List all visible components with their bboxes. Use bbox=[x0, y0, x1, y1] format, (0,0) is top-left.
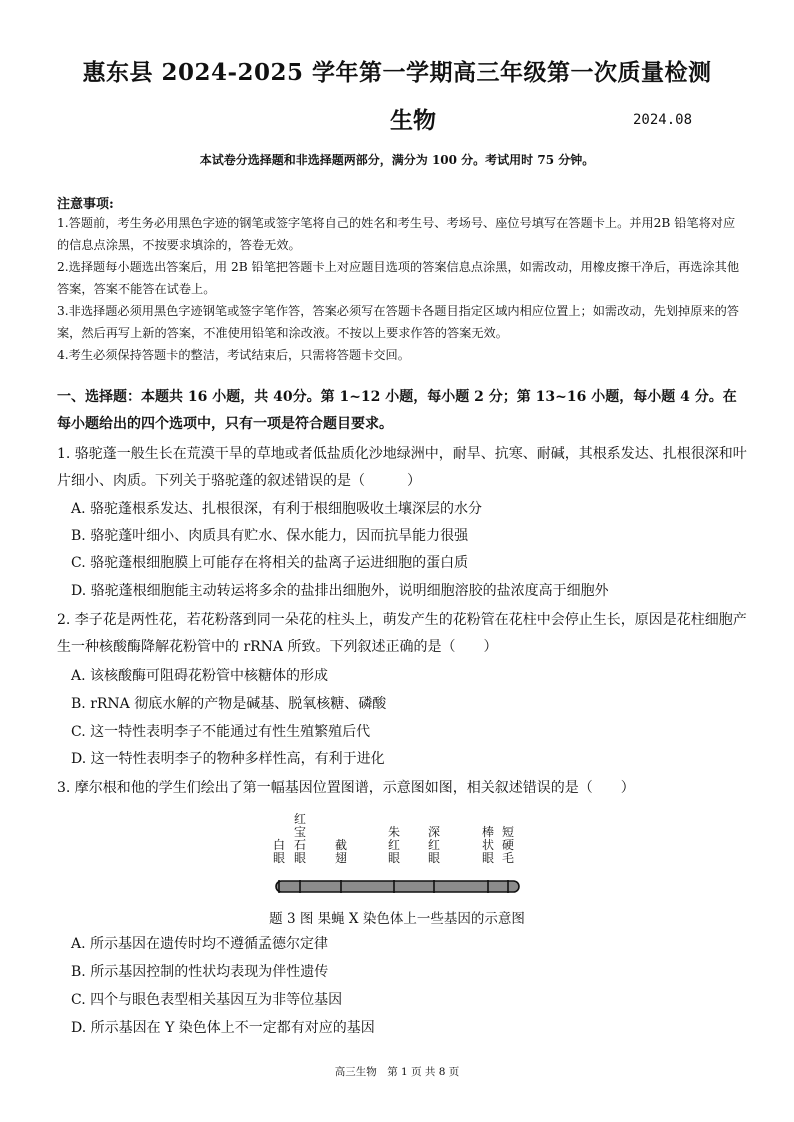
note-item: 1.答题前，考生务必用黑色字迹的钢笔或签字笔将自己的姓名和考生号、考场号、座位号填写在答题卡上。并用2B 铅笔将对应的信息点涂黑，不按要求填涂的，答卷无效。 bbox=[57, 216, 736, 252]
gene-label-char: 红 bbox=[387, 838, 400, 852]
gene-label-vermilion-eye bbox=[387, 818, 401, 865]
question-3-option-c: C. 四个与眼色表型相关基因互为非等位基因 bbox=[71, 992, 343, 1008]
question-2-option-b: B. rRNA 彻底水解的产物是碱基、脱氧核糖、磷酸 bbox=[71, 696, 387, 712]
gene-label-char: 眼 bbox=[272, 851, 285, 865]
question-2-option-c: C. 这一特性表明李子不能通过有性生殖繁殖后代 bbox=[71, 724, 371, 740]
gene-label-char: 毛 bbox=[501, 851, 514, 865]
gene-label-char: 眼 bbox=[481, 851, 494, 865]
exam-subject: 生物 bbox=[390, 107, 436, 134]
question-1-option-a: A. 骆驼蓬根系发达、扎根很深，有利于根细胞吸收土壤深层的水分 bbox=[71, 501, 483, 517]
gene-label-char: 棒 bbox=[481, 825, 494, 839]
gene-label-char: 朱 bbox=[387, 825, 400, 839]
gene-label-char: 截 bbox=[334, 838, 347, 852]
gene-label-short-bristle bbox=[501, 818, 515, 865]
question-3-option-d: D. 所示基因在 Y 染色体上不一定都有对应的基因 bbox=[71, 1020, 375, 1036]
x-chromosome-diagram bbox=[275, 880, 520, 893]
question-1-option-b: B. 骆驼蓬叶细小、肉质具有贮水、保水能力，因而抗旱能力很强 bbox=[71, 528, 469, 544]
gene-label-char: 眼 bbox=[427, 851, 440, 865]
gene-label-char: 石 bbox=[293, 838, 306, 852]
page-footer: 高三生物 第 1 页 共 8 页 bbox=[334, 1066, 460, 1078]
gene-label-char: 深 bbox=[427, 825, 440, 839]
notes-title: 注意事项: bbox=[57, 197, 114, 212]
note-item: 2.选择题每小题选出答案后，用 2B 铅笔把答题卡上对应题目选项的答案信息点涂黑，如需改动，用橡皮擦干净后，再选涂其他答案，答案不能答在试卷上。 bbox=[57, 260, 740, 296]
question-3-option-a: A. 所示基因在遗传时均不遵循孟德尔定律 bbox=[71, 936, 329, 952]
gene-label-char: 白 bbox=[272, 838, 285, 852]
question-1-option-c: C. 骆驼蓬根细胞膜上可能存在将相关的盐离子运进细胞的蛋白质 bbox=[71, 555, 469, 571]
gene-label-garnet-eye bbox=[427, 818, 441, 865]
section-heading: 一、选择题：本题共 16 小题，共 40分。第 1~12 小题，每小题 2 分；第 13~16 小题，每小题 4 分。在每小题给出的四个选项中，只有一项是符合题目要求。 bbox=[57, 389, 737, 432]
gene-label-char: 硬 bbox=[501, 838, 514, 852]
note-item: 4.考生必须保持答题卡的整洁，考试结束后，只需将答题卡交回。 bbox=[57, 348, 410, 362]
question-3-stem: 3. 摩尔根和他的学生们绘出了第一幅基因位置图谱，示意图如图，相关叙述错误的是（ ） bbox=[57, 780, 635, 796]
question-1-option-d: D. 骆驼蓬根细胞能主动转运将多余的盐排出细胞外，说明细胞溶胶的盐浓度高于细胞外 bbox=[71, 583, 609, 599]
gene-label-ruby-eye bbox=[293, 812, 307, 865]
question-2-option-d: D. 这一特性表明李子的物种多样性高，有利于进化 bbox=[71, 751, 385, 767]
gene-label-char: 状 bbox=[481, 838, 494, 852]
exam-title: 惠东县 2024-2025 学年第一学期高三年级第一次质量检测 bbox=[82, 59, 712, 86]
question-2-stem: 2. 李子花是两性花，若花粉落到同一朵花的柱头上，萌发产生的花粉管在花柱中会停止生长，原因是花柱细胞产生一种核酸酶降解花粉管中的 rRNA 所致。下列叙述正确的是（ ） bbox=[57, 612, 747, 655]
gene-label-bar-eye bbox=[481, 818, 495, 865]
gene-label-cut-wing bbox=[334, 818, 348, 865]
gene-label-char: 短 bbox=[501, 825, 514, 839]
exam-date: 2024.08 bbox=[633, 112, 693, 128]
gene-label-char: 翅 bbox=[334, 851, 347, 865]
question-2-option-a: A. 该核酸酶可阻碍花粉管中核糖体的形成 bbox=[71, 668, 329, 684]
exam-intro: 本试卷分选择题和非选择题两部分，满分为 100 分。考试用时 75 分钟。 bbox=[199, 153, 595, 167]
gene-label-char: 红 bbox=[427, 838, 440, 852]
gene-label-white-eye bbox=[272, 818, 286, 865]
gene-label-char: 眼 bbox=[293, 851, 306, 865]
gene-label-char: 眼 bbox=[387, 851, 400, 865]
question-1-stem: 1. 骆驼蓬一般生长在荒漠干旱的草地或者低盐质化沙地绿洲中，耐旱、抗寒、耐碱，其根系发达、扎根很深和叶片细小、肉质。下列关于骆驼蓬的叙述错误的是（ ） bbox=[57, 446, 747, 489]
question-3-option-b: B. 所示基因控制的性状均表现为伴性遗传 bbox=[71, 964, 329, 980]
gene-label-char: 红 bbox=[293, 812, 306, 826]
figure-caption: 题 3 图 果蝇 X 染色体上一些基因的示意图 bbox=[269, 911, 525, 927]
gene-label-char: 宝 bbox=[293, 825, 306, 839]
chromosome-bar bbox=[276, 881, 519, 892]
note-item: 3.非选择题必须用黑色字迹钢笔或签字笔作答，答案必须写在答题卡各题目指定区域内相应位置上；如需改动，先划掉原来的答案，然后再写上新的答案，不准使用铅笔和涂改液。不按以上要求作答的答案无效。 bbox=[57, 304, 739, 340]
